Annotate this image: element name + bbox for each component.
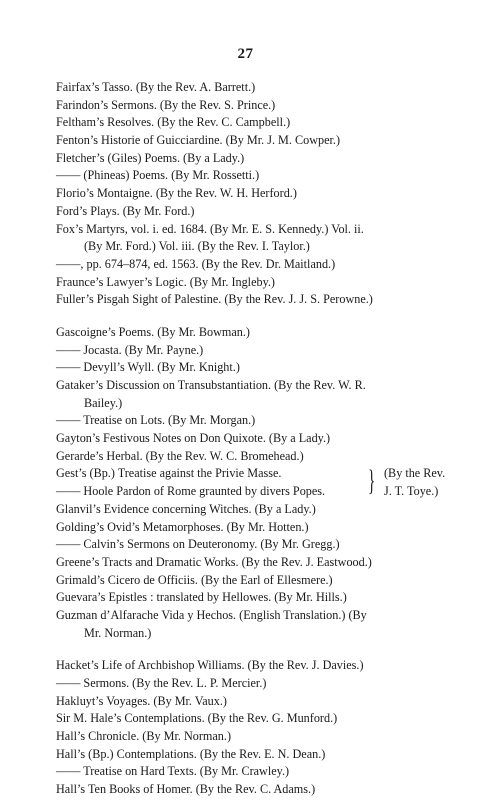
entry-line: Sir M. Hale’s Contemplations. (By the Rev. G. Munford.) (56, 711, 338, 726)
page-number: 27 (237, 46, 254, 62)
bracketed-entries (56, 465, 476, 500)
brace-attribution-line: (By the Rev. (384, 466, 446, 481)
entry-line: Fraunce’s Lawyer’s Logic. (By Mr. Ingleby.) (56, 274, 275, 289)
section-g (56, 324, 476, 642)
entry-continuation: Bailey.) (84, 395, 123, 410)
entry-line: Hakluyt’s Voyages. (By Mr. Vaux.) (56, 693, 227, 708)
entry-line: Hall’s Chronicle. (By Mr. Norman.) (56, 729, 231, 744)
entry-line: —— Hoole Pardon of Rome graunted by divers Popes. (56, 484, 326, 499)
section-h (56, 657, 476, 799)
entry-line: —— Calvin’s Sermons on Deuteronomy. (By Mr. Gregg.) (56, 537, 340, 552)
entry-line: Hacket’s Life of Archbishop Williams. (By the Rev. J. Davies.) (56, 658, 364, 673)
entry-line: —— Sermons. (By the Rev. L. P. Mercier.) (56, 676, 267, 690)
entry-line: —— (Phineas) Poems. (By Mr. Rossetti.) (56, 168, 260, 183)
entry-line: Florio’s Montaigne. (By the Rev. W. H. Herford.) (56, 186, 297, 201)
entry-line: Glanvil’s Evidence concerning Witches. (By a Lady.) (56, 501, 316, 516)
entry-line: Guevara’s Epistles : translated by Hellowes. (By Mr. Hills.) (56, 590, 347, 605)
brace-attribution-line: J. T. Toye.) (384, 484, 439, 499)
curly-brace: } (368, 464, 376, 498)
entry-line: Feltham’s Resolves. (By the Rev. C. Campbell.) (56, 115, 291, 130)
entry-line: Hall’s Ten Books of Homer. (By the Rev. C. Adams.) (56, 782, 316, 797)
section-f (56, 79, 476, 309)
brace-attribution (384, 465, 445, 500)
entry-continuation: (By Mr. Ford.) Vol. iii. (By the Rev. I. Taylor.) (84, 239, 310, 254)
entry-line: Ford’s Plays. (By Mr. Ford.) (56, 203, 195, 218)
entry-line: Fuller’s Pisgah Sight of Palestine. (By the Rev. J. J. S. Perowne.) (56, 292, 373, 307)
entry-line: Farindon’s Sermons. (By the Rev. S. Prince.) (56, 97, 276, 112)
entry-line: Gascoigne’s Poems. (By Mr. Bowman.) (56, 324, 250, 339)
entry-line: Greene’s Tracts and Dramatic Works. (By the Rev. J. Eastwood.) (56, 554, 372, 569)
entry-line: —— Devyll’s Wyll. (By Mr. Knight.) (56, 360, 240, 375)
entry-line: —— Jocasta. (By Mr. Payne.) (56, 342, 204, 357)
entry-line: ——, pp. 674–874, ed. 1563. (By the Rev. Dr. Maitland.) (56, 256, 336, 271)
entry-line: Gayton’s Festivous Notes on Don Quixote. (By a Lady.) (56, 431, 331, 446)
entry-line: Fletcher’s (Giles) Poems. (By a Lady.) (56, 150, 245, 165)
entry-line: Gataker’s Discussion on Transubstantiation. (By the Rev. W. R. (56, 378, 366, 392)
entry-line: Gest’s (Bp.) Treatise against the Privie Masse. (56, 466, 282, 481)
entry-line: Hall’s (Bp.) Contemplations. (By the Rev. E. N. Dean.) (56, 746, 326, 761)
entry-line: Fairfax’s Tasso. (By the Rev. A. Barrett.) (56, 80, 256, 94)
entry-line: Gerarde’s Herbal. (By the Rev. W. C. Bromehead.) (56, 448, 304, 463)
entry-line: Grimald’s Cicero de Officiis. (By the Earl of Ellesmere.) (56, 572, 333, 587)
section-gap (56, 642, 476, 657)
entry-line: —— Treatise on Hard Texts. (By Mr. Crawley.) (56, 764, 290, 779)
section-gap (56, 309, 476, 324)
entry-line: Fox’s Martyrs, vol. i. ed. 1684. (By Mr. E. S. Kennedy.) Vol. ii. (56, 221, 364, 236)
entry-line: Golding’s Ovid’s Metamorphoses. (By Mr. Hotten.) (56, 519, 309, 534)
entry-line: —— Treatise on Lots. (By Mr. Morgan.) (56, 413, 256, 428)
entry-line: Guzman d’Alfarache Vida y Hechos. (English Translation.) (By (56, 607, 367, 622)
entry-list (56, 79, 476, 799)
entry-line: Fenton’s Historie of Guicciardine. (By Mr. J. M. Cowper.) (56, 133, 340, 148)
entry-continuation: Mr. Norman.) (84, 625, 152, 640)
